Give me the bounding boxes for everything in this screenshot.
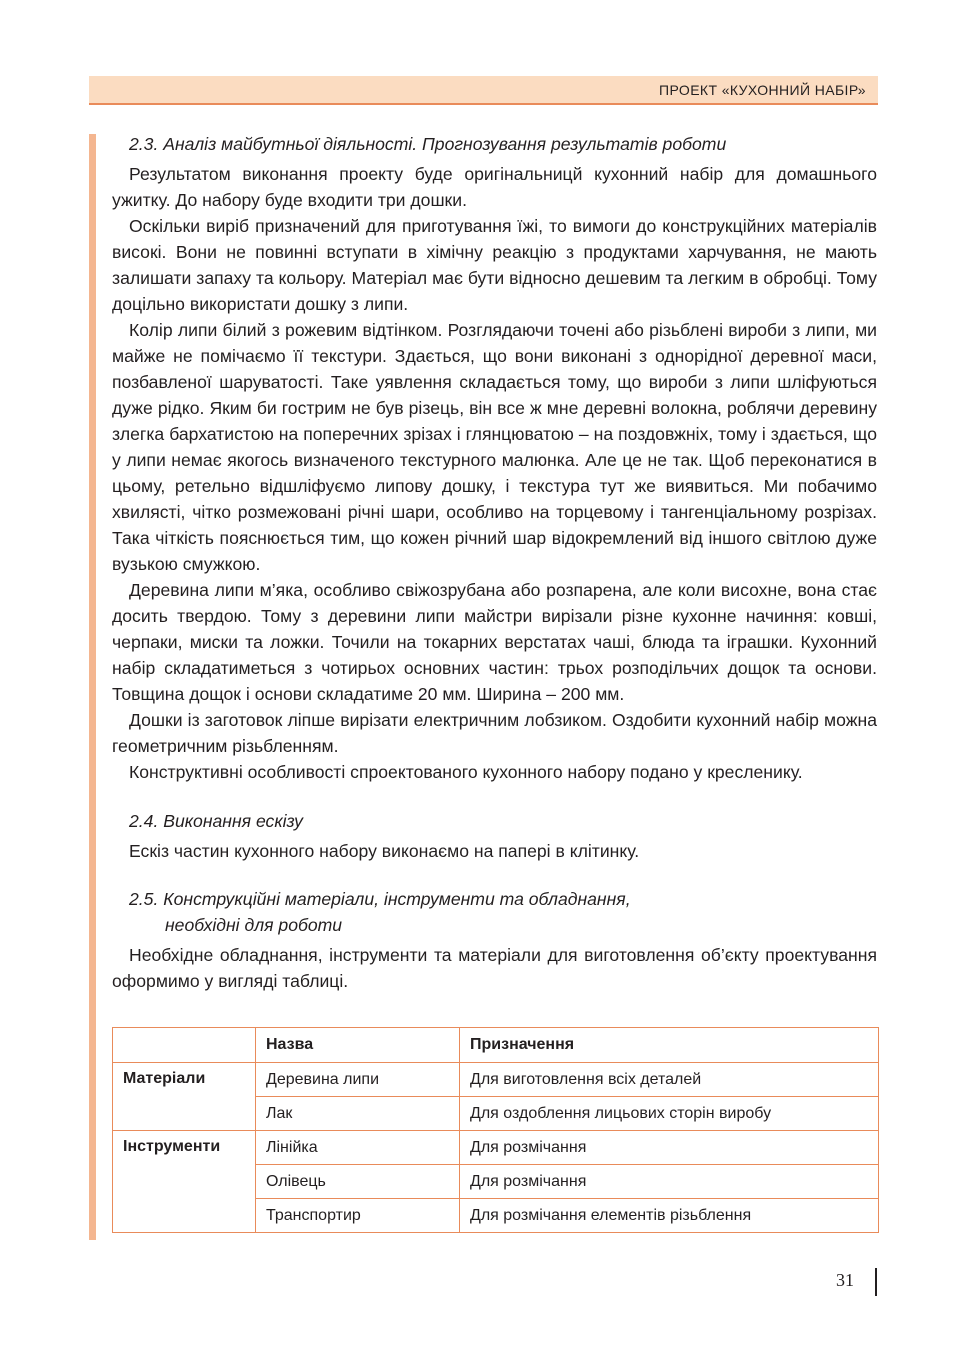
table-cell-purpose: Для виготовлення всіх деталей [460, 1063, 879, 1097]
table-cell-name: Лінійка [256, 1131, 460, 1165]
table-category-tools: Інструменти [113, 1131, 256, 1233]
table-header-purpose: Призначення [460, 1028, 879, 1063]
section-side-bar [89, 134, 96, 1240]
table-cell-name: Деревина липи [256, 1063, 460, 1097]
running-header-title: ПРОЕКТ «КУХОННИЙ НАБІР» [659, 82, 866, 98]
page-number: 31 [836, 1270, 854, 1290]
section-heading-2-3: 2.3. Аналіз майбутньої діяльності. Прогнозування результатів роботи [129, 134, 727, 154]
equipment-table [112, 1027, 879, 1233]
paragraph: Деревина липи м’яка, особливо свіжозрубана або розпарена, але коли висохне, вона стає досить твердою. Тому з деревини липи майстри вирізали різне кухонне начиння: ковші, черпаки, миски та ложки. Точили на токарних верстатах чаші, блюда та іграшки. Кухонний набір складатиметься з чотирьох основних частин: трьох розподільчих дощок та основи. Товщина дощок і основи складатиме 20 мм. Ширина – 200 мм. [112, 580, 877, 704]
paragraph: Конструктивні особливості спроектованого кухонного набору подано у кресленику. [129, 762, 803, 782]
paragraph: Ескіз частин кухонного набору виконаємо на папері в клітинку. [129, 841, 640, 861]
paragraph: Результатом виконання проекту буде оригінальницй кухонний набір для домашнього ужитку. До набору буде входити три дошки. [112, 164, 877, 210]
table-header-name: Назва [256, 1028, 460, 1063]
table-header-empty [113, 1028, 256, 1063]
table-category-materials: Матеріали [113, 1063, 256, 1131]
page-number-rule [875, 1268, 877, 1296]
table-cell-purpose: Для розмічання елементів різьблення [460, 1199, 879, 1233]
paragraph: Оскільки виріб призначений для приготування їжі, то вимоги до конструкційних матеріалів високі. Вони не повинні вступати в хімічну реакцію з продуктами харчування, не мають залишати запаху та кольору. Матеріал має бути відносно дешевим та легким в обробці. Тому доцільно використати дошку з липи. [112, 216, 877, 314]
paragraph: Колір липи білий з рожевим відтінком. Розглядаючи точені або різьблені вироби з липи, ми майже не помічаємо її текстури. Здається, що вони виконані з однорідної деревної маси, позбавленої шаруватості. Таке уявлення складається тому, що вироби з липи шліфуються дуже рідко. Яким би гострим не був різець, він все ж мне деревні волокна, роблячи деревину злегка бархатистою на поперечних зрізах і глянцюватою – на поздовжніх, тому і здається, що у липи немає якогось визначеного текстурного малюнка. Але це не так. Щоб переконатися в цьому, ретельно відшліфуємо липову дошку, і текстура тут же виявиться. Ми побачимо хвилясті, чітко розмежовані річні шари, особливо на торцевому і тангенціальному розрізах. Така чіткість пояснюється тим, що кожен річний шар відокремлений від іншого світлою дуже вузькою смужкою. [112, 320, 877, 574]
section-heading-2-5: 2.5. Конструкційні матеріали, інструменти та обладнання, [129, 889, 631, 909]
table-header-row [113, 1028, 879, 1063]
table-cell-name: Лак [256, 1097, 460, 1131]
table-row [113, 1063, 879, 1097]
table-cell-purpose: Для розмічання [460, 1165, 879, 1199]
table-cell-name: Олівець [256, 1165, 460, 1199]
paragraph: Дошки із заготовок ліпше вирізати електричним лобзиком. Оздобити кухонний набір можна геометричним різьбленням. [112, 710, 877, 756]
table-cell-purpose: Для розмічання [460, 1131, 879, 1165]
table-cell-purpose: Для оздоблення лицьових сторін виробу [460, 1097, 879, 1131]
running-header [89, 76, 878, 105]
table-row [113, 1131, 879, 1165]
main-content [112, 131, 877, 994]
section-heading-2-5-continued: необхідні для роботи [165, 915, 343, 935]
table-cell-name: Транспортир [256, 1199, 460, 1233]
section-heading-2-4: 2.4. Виконання ескізу [129, 811, 303, 831]
paragraph: Необхідне обладнання, інструменти та матеріали для виготовлення об’єкту проектування оформимо у вигляді таблиці. [112, 945, 877, 991]
